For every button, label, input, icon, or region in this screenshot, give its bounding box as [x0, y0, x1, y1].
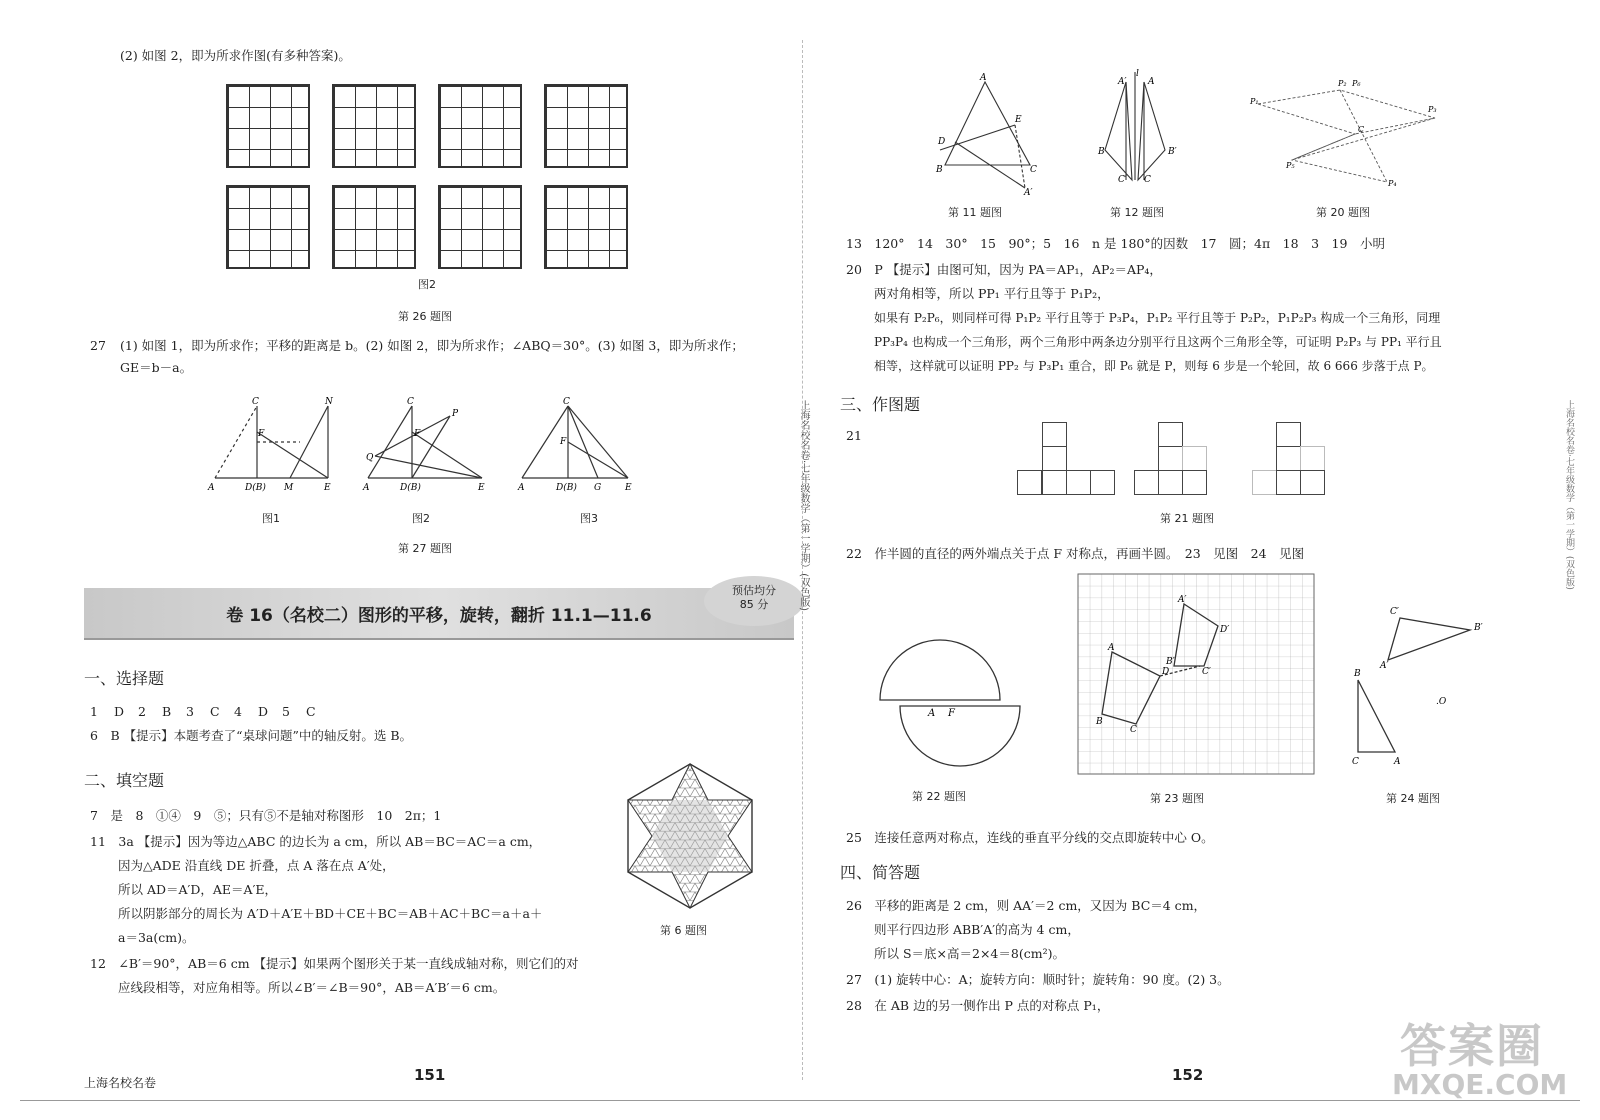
section-choice: 一、选择题 [84, 669, 165, 688]
q11-12-20-figures [900, 70, 1460, 200]
fig12-caption: 第 12 题图 [1110, 206, 1164, 219]
q20-line2: 两对角相等，所以 PP₁ 平行且等于 P₁P₂， [874, 286, 1110, 301]
q12-line2: 应线段相等，对应角相等。所以∠B′＝∠B＝90°，AB＝A′B′＝6 cm。 [118, 980, 506, 995]
svg-text:N: N [325, 397, 333, 407]
fig2-label: 图2 [418, 278, 436, 291]
section-drawing: 三、作图题 [840, 395, 921, 414]
q11-line1: 11 3a 【提示】因为等边△ABC 的边长为 a cm，所以 AB＝BC＝AC＝a cm， [90, 834, 542, 849]
svg-text:D(B): D(B) [245, 483, 266, 493]
q21-caption: 第 21 题图 [1160, 512, 1214, 525]
q7-10-answers: 7 是 8 ①④ 9 ⑤；只有⑤不是轴对称图形 10 2π；1 [90, 808, 442, 823]
page-divider [802, 40, 804, 1080]
svg-text:D(B): D(B) [400, 483, 421, 493]
svg-text:E: E [478, 483, 485, 493]
svg-text:C′: C′ [1202, 667, 1211, 677]
svg-text:F: F [948, 708, 955, 719]
q24-figure [1340, 600, 1483, 780]
svg-text:B′: B′ [1474, 623, 1483, 633]
svg-text:A′: A′ [1024, 188, 1033, 198]
page-number-left: 151 [414, 1066, 446, 1084]
svg-text:A: A [1108, 643, 1115, 653]
svg-text:D(B): D(B) [556, 483, 577, 493]
spine-text: 上海名校名卷·七年级数学（第一学期）(双色版) [798, 400, 809, 611]
svg-text:F: F [414, 429, 421, 439]
q28-answer: 28 在 AB 边的另一侧作出 P 点的对称点 P₁， [846, 998, 1110, 1013]
q11-line5: a＝3a(cm)。 [118, 930, 195, 945]
svg-text:C: C [1352, 757, 1359, 767]
fig23-caption: 第 23 题图 [1150, 792, 1204, 805]
svg-text:C: C [1144, 175, 1151, 185]
svg-text:C: C [563, 397, 570, 407]
svg-text:A′: A′ [1118, 77, 1127, 87]
svg-text:D: D [1162, 667, 1170, 677]
estimate-value: 85 分 [739, 598, 769, 611]
watermark-url: MXQE.COM [1392, 1068, 1568, 1101]
svg-text:E: E [324, 483, 331, 493]
q21-number: 21 [846, 428, 862, 443]
svg-text:F: F [560, 437, 567, 447]
svg-text:C′: C′ [1390, 607, 1399, 617]
svg-text:C: C [407, 397, 414, 407]
banner-title: 卷 16（名校二）图形的平移，旋转，翻折 11.1—11.6 [226, 606, 652, 626]
watermark-logo: 答案圈 [1400, 1019, 1544, 1073]
q6-answer: 6 B 【提示】本题考查了“桌球问题”中的轴反射。选 B。 [90, 728, 413, 743]
page-number-right: 152 [1172, 1066, 1204, 1084]
q26-part2: (2) 如图 2，即为所求作图(有多种答案)。 [120, 48, 351, 63]
fig11-caption: 第 11 题图 [948, 206, 1002, 219]
q23-grid-figure [1078, 574, 1314, 774]
svg-text:M: M [284, 483, 294, 493]
q13-19-answers: 13 120° 14 30° 15 90°；5 16 n 是 180°的因数 17 圆；4π 18 3 19 小明 [846, 236, 1385, 251]
svg-text:C: C [1030, 165, 1037, 175]
svg-text:C: C [1130, 725, 1137, 735]
q11-line4: 所以阴影部分的周长为 A′D＋A′E＋BD＋CE＋BC＝AB＋AC＋BC＝a＋a＋ [118, 906, 543, 921]
q27-caption: 第 27 题图 [398, 542, 452, 555]
svg-text:Q: Q [366, 453, 374, 463]
fig20-caption: 第 20 题图 [1316, 206, 1370, 219]
svg-text:B: B [1096, 717, 1103, 727]
q11-line2: 因为△ADE 沿直线 DE 折叠，点 A 落在点 A′处， [118, 858, 395, 873]
svg-text:A: A [363, 483, 370, 493]
q20-line3: 如果有 P₂P₆，则同样可得 P₁P₂ 平行且等于 P₃P₄，P₁P₂ 平行且等于 P₂P₂，P₁P₂P₃ 构成一个三角形，同理 [874, 311, 1441, 325]
svg-text:P₆: P₆ [1352, 79, 1361, 88]
svg-text:.O: .O [1436, 697, 1447, 707]
q25-answer: 25 连接任意两对称点，连线的垂直平分线的交点即旋转中心 O。 [846, 830, 1214, 845]
fig27-label-2: 图2 [412, 512, 430, 525]
svg-text:C: C [1358, 125, 1365, 134]
svg-text:D: D [938, 137, 946, 147]
q27-figures [200, 392, 760, 504]
section-fill: 二、填空题 [84, 771, 165, 790]
svg-text:A: A [1394, 757, 1401, 767]
q26-line2: 则平行四边形 ABB′A′的高为 4 cm， [874, 922, 1080, 937]
svg-text:P₄: P₄ [1388, 179, 1397, 188]
svg-text:P₃: P₃ [1428, 105, 1437, 114]
svg-text:P₁: P₁ [1250, 97, 1259, 106]
svg-text:A′: A′ [1178, 595, 1187, 605]
svg-text:A: A [518, 483, 525, 493]
svg-text:B: B [1354, 669, 1361, 679]
q27-number: 27 [90, 338, 106, 353]
svg-text:A: A [980, 73, 987, 83]
q6-hexagon-star-figure [620, 762, 760, 922]
estimate-badge [704, 576, 804, 626]
q27-line1: (1) 如图 1，即为所求作；平移的距离是 b。(2) 如图 2，即为所求作；∠ABQ＝30°。(3) 如图 3，即为所求作； [120, 338, 744, 353]
svg-text:P: P [452, 409, 459, 419]
q26-line1: 26 平移的距离是 2 cm，则 AA′＝2 cm，又因为 BC＝4 cm， [846, 898, 1207, 913]
q20-line4: PP₃P₄ 也构成一个三角形，两个三角形中两条边分别平行且这两个三角形全等，可证明 P₂P₃ 与 PP₁ 平行且 [874, 335, 1442, 349]
estimate-label: 预估均分 [732, 584, 776, 597]
svg-text:B: B [936, 165, 943, 175]
svg-text:P₂: P₂ [1338, 79, 1347, 88]
section-banner [84, 584, 794, 640]
svg-text:F: F [258, 429, 265, 439]
fig27-label-3: 图3 [580, 512, 598, 525]
svg-text:E: E [625, 483, 632, 493]
svg-text:G: G [594, 483, 602, 493]
q6-caption: 第 6 题图 [660, 924, 707, 937]
fig27-label-1: 图1 [262, 512, 280, 525]
svg-text:A′: A′ [1380, 661, 1389, 671]
q12-line1: 12 ∠B′＝90°，AB＝6 cm 【提示】如果两个图形关于某一直线成轴对称，则它们的对 [90, 956, 579, 971]
svg-text:D′: D′ [1220, 625, 1230, 635]
q22-figure [870, 630, 1030, 760]
bottom-rule [20, 1100, 1580, 1101]
fig22-caption: 第 22 题图 [912, 790, 966, 803]
section-short-answer: 四、简答题 [840, 863, 921, 882]
fig24-caption: 第 24 题图 [1386, 792, 1440, 805]
q11-line3: 所以 AD＝A′D，AE＝A′E， [118, 882, 278, 897]
q27r-answer: 27 (1) 旋转中心：A；旋转方向：顺时针；旋转角：90 度。(2) 3。 [846, 972, 1230, 987]
q26-caption: 第 26 题图 [398, 310, 452, 323]
svg-text:A: A [928, 708, 936, 719]
next-page-spine: 上海名校名卷·七年级数学（第一学期）(双色版) [1564, 400, 1574, 590]
q26-line3: 所以 S＝底×高＝2×4＝8(cm²)。 [874, 946, 1065, 961]
q27-line2: GE＝b－a。 [120, 360, 193, 375]
q20-line5: 相等，这样就可以证明 PP₂ 与 P₃P₁ 重合，即 P₆ 就是 P，则每 6 步是一个轮回，故 6 666 步落于点 P。 [874, 359, 1434, 373]
svg-text:A: A [1148, 77, 1155, 87]
svg-text:B′: B′ [1168, 147, 1177, 157]
svg-text:B: B [1098, 147, 1105, 157]
svg-text:P₅: P₅ [1286, 161, 1295, 170]
q22-24-answers: 22 作半圆的直径的两外端点关于点 F 对称点，再画半圆。 23 见图 24 见图 [846, 546, 1305, 561]
svg-text:C: C [252, 397, 259, 407]
svg-text:E: E [1015, 115, 1022, 125]
svg-text:C′: C′ [1118, 175, 1127, 185]
svg-text:l: l [1136, 69, 1139, 79]
footer-title: 上海名校名卷 [84, 1076, 157, 1090]
q20-line1: 20 P 【提示】由图可知，因为 PA＝AP₁，AP₂＝AP₄， [846, 262, 1162, 277]
answers-1-5: 1 D 2 B 3 C 4 D 5 C [90, 704, 316, 719]
svg-text:B′: B′ [1166, 657, 1175, 667]
svg-text:A: A [208, 483, 215, 493]
